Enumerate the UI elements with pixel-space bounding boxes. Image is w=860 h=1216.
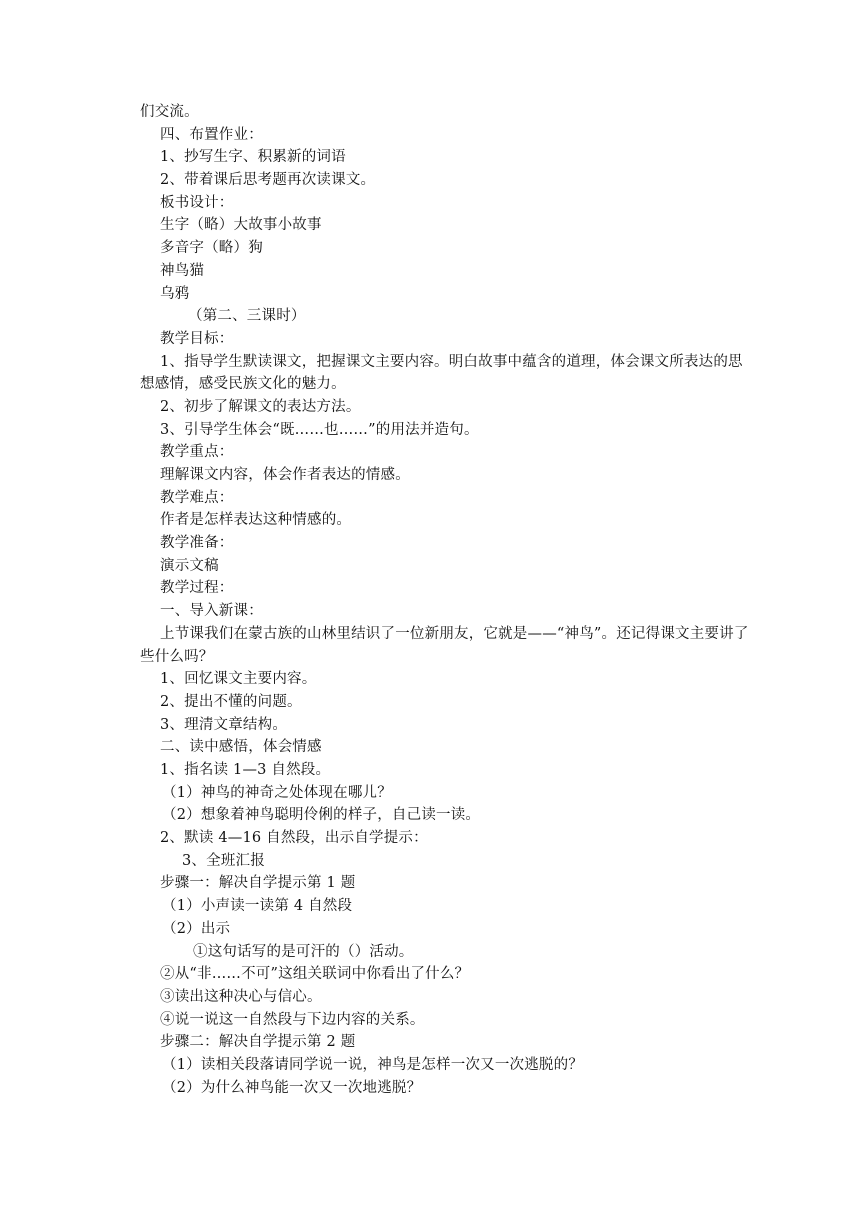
text-line: 作者是怎样表达这种情感的。 [160, 512, 352, 529]
text-line: 3、引导学生体会“既……也……”的用法并造句。 [160, 421, 479, 438]
text-line: ③读出这种决心与信心。 [160, 988, 322, 1005]
text-line: 2、带着课后思考题再次读课文。 [160, 172, 376, 189]
text-line: （2）出示 [162, 920, 231, 937]
paragraph: 1、指导学生默读课文，把握课文主要内容。明白故事中蕴含的道理，体会课文所表达的思想感情，感受民族文化的魅力。 [140, 353, 743, 393]
text-line: 3、理清文章结构。 [160, 716, 288, 733]
text-line: 一、导入新课： [160, 603, 263, 620]
text-line: （1）读相关段落请同学说一说，神鸟是怎样一次又一次逃脱的？ [162, 1056, 584, 1073]
section-heading: 教学难点： [160, 489, 234, 506]
text-line: 1、回忆课文主要内容。 [160, 671, 317, 688]
step-heading: 步骤一：解决自学提示第 1 题 [160, 875, 356, 892]
text-line: ④说一说这一自然段与下边内容的关系。 [160, 1011, 425, 1028]
section-heading: 教学准备： [160, 535, 234, 552]
text-line: 2、提出不懂的问题。 [160, 693, 302, 710]
paragraph: 上节课我们在蒙古族的山林里结识了一位新朋友，它就是——“神鸟”。还记得课文主要讲了些什么吗？ [140, 625, 749, 665]
text-line: 神鸟猫 [160, 262, 205, 279]
text-line: （2）为什么神鸟能一次又一次地逃脱？ [162, 1079, 422, 1096]
text-line: 1、指名读 1—3 自然段。 [160, 762, 331, 778]
text-line: （1）神鸟的神奇之处体现在哪儿？ [162, 784, 392, 801]
section-heading: 教学重点： [160, 444, 234, 461]
text-line: 2、默读 4—16 自然段，出示自学提示： [160, 830, 428, 847]
text-line: 乌鸦 [160, 285, 190, 302]
text-line: 1、抄写生字、积累新的词语 [160, 149, 346, 166]
text-line: 生字（略）大故事小故事 [160, 217, 322, 234]
section-heading: 四、布置作业： [160, 126, 263, 143]
section-heading: 教学过程： [160, 580, 234, 597]
text-line: ①这句话写的是可汗的（）活动。 [193, 943, 414, 960]
text-line: 们交流。 [140, 104, 199, 120]
text-line: 演示文稿 [160, 557, 219, 574]
text-line: 3、全班汇报 [182, 852, 265, 869]
text-line: （1）小声读一读第 4 自然段 [162, 898, 353, 915]
text-line: 理解课文内容，体会作者表达的情感。 [160, 467, 410, 484]
section-heading: 二、读中感悟，体会情感 [160, 739, 322, 756]
text-line: 2、初步了解课文的表达方法。 [160, 398, 361, 415]
text-line: ②从“非……不可”这组关联词中你看出了什么？ [160, 966, 470, 983]
text-line: （2）想象着神鸟聪明伶俐的样子，自己读一读。 [162, 807, 481, 824]
lesson-period-heading: （第二、三课时） [188, 308, 306, 325]
section-heading: 教学目标： [160, 330, 234, 347]
text-line: 多音字（略）狗 [160, 240, 263, 257]
step-heading: 步骤二：解决自学提示第 2 题 [160, 1034, 356, 1051]
document-body [140, 101, 750, 1099]
section-heading: 板书设计： [160, 194, 234, 211]
